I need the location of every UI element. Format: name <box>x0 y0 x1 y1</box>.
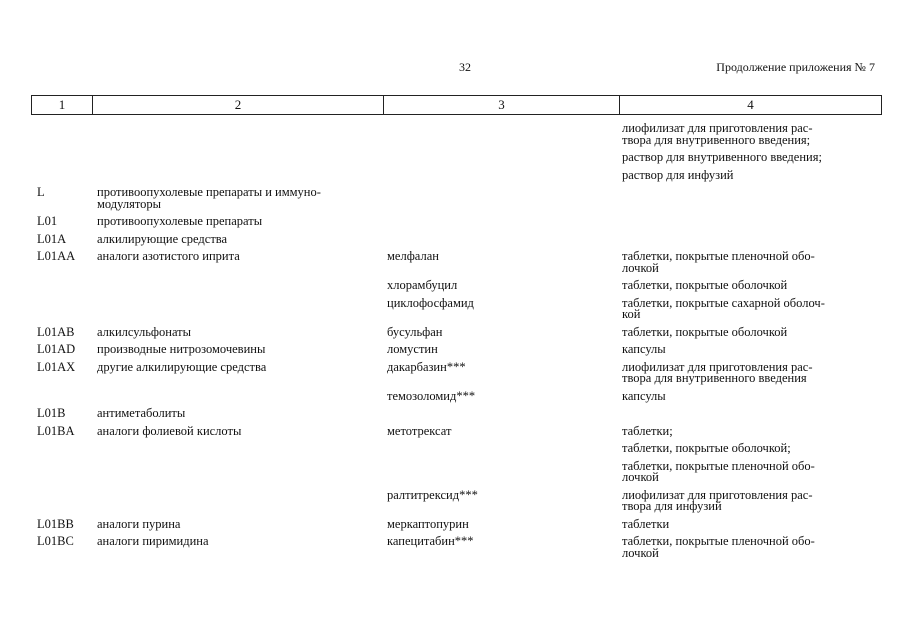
dosage-form-cell: таблетки, покрытые оболочкой; <box>622 441 791 455</box>
atc-code-cell <box>31 149 91 167</box>
table-row <box>31 213 877 231</box>
drug-name-cell: метотрексат <box>387 423 452 438</box>
atc-code-cell <box>31 388 91 406</box>
group-name-cell <box>91 440 381 458</box>
group-name-cell: алкилирующие средства <box>97 231 228 246</box>
atc-code-cell: L01AD <box>37 342 76 356</box>
continuation-note: Продолжение приложения № 7 <box>716 60 875 74</box>
group-name-cell <box>91 458 381 487</box>
dosage-form-cell: таблетки, покрытые пленочной обо- лочкой <box>622 458 815 484</box>
group-name-cell <box>91 120 381 149</box>
drug-name-cell <box>381 167 616 185</box>
atc-code-cell <box>31 440 91 458</box>
atc-code-cell: L <box>37 185 45 199</box>
drug-name-cell: дакарбазин*** <box>387 359 466 374</box>
table-row <box>31 440 877 458</box>
atc-code-cell <box>31 295 91 324</box>
table-row <box>31 458 877 487</box>
table-row <box>31 359 877 388</box>
group-name-cell <box>91 487 381 516</box>
group-name-cell: производные нитрозомочевины <box>97 342 266 356</box>
dosage-form-cell: таблетки <box>622 516 670 531</box>
dosage-form-cell <box>616 184 877 213</box>
group-name-cell <box>91 277 381 295</box>
drug-name-cell: хлорамбуцил <box>387 278 458 292</box>
group-name-cell: противоопухолевые препараты <box>97 214 263 228</box>
drug-name-cell <box>381 458 616 487</box>
dosage-form-cell: таблетки, покрытые оболочкой <box>622 324 788 339</box>
page-number: 32 <box>459 60 471 74</box>
drug-name-cell: циклофосфамид <box>387 295 474 310</box>
dosage-form-cell: капсулы <box>622 342 666 356</box>
atc-code-cell <box>31 487 91 516</box>
column-header-3: 3 <box>384 96 620 115</box>
dosage-form-cell <box>616 405 877 423</box>
dosage-form-cell: капсулы <box>622 388 666 403</box>
drug-table <box>31 120 877 562</box>
drug-name-cell <box>381 213 616 231</box>
table-row <box>31 533 877 562</box>
drug-name-cell <box>381 405 616 423</box>
column-header-row <box>32 96 882 115</box>
dosage-form-cell: лиофилизат для приготовления рас- твора для внутривенного введения <box>622 359 813 385</box>
group-name-cell: аналоги пиримидина <box>97 534 209 548</box>
drug-name-cell: бусульфан <box>387 324 443 339</box>
atc-code-cell: L01BA <box>37 423 75 438</box>
atc-code-cell <box>31 277 91 295</box>
drug-name-cell <box>381 120 616 149</box>
column-header-table <box>31 95 882 115</box>
group-name-cell: антиметаболиты <box>97 406 186 420</box>
atc-code-cell: L01BB <box>37 516 74 531</box>
group-name-cell <box>91 149 381 167</box>
dosage-form-cell: лиофилизат для приготовления рас- твора для внутривенного введения; <box>622 121 813 147</box>
dosage-form-cell: таблетки, покрытые сахарной оболоч- кой <box>622 295 825 321</box>
table-row <box>31 516 877 534</box>
atc-code-cell: L01BC <box>37 534 74 548</box>
drug-name-cell: ралтитрексид*** <box>387 487 478 502</box>
atc-code-cell: L01B <box>37 406 66 420</box>
table-row <box>31 184 877 213</box>
dosage-form-cell <box>616 213 877 231</box>
table-row <box>31 487 877 516</box>
group-name-cell <box>91 388 381 406</box>
group-name-cell: противоопухолевые препараты и иммуно- модуляторы <box>97 185 321 211</box>
atc-code-cell <box>31 120 91 149</box>
table-row <box>31 231 877 249</box>
group-name-cell: другие алкилирующие средства <box>97 359 267 374</box>
drug-name-cell <box>381 184 616 213</box>
dosage-form-cell: таблетки, покрытые пленочной обо- лочкой <box>622 249 815 275</box>
column-header-1: 1 <box>32 96 93 115</box>
drug-table-body <box>31 120 877 562</box>
column-header-2: 2 <box>93 96 384 115</box>
atc-code-cell: L01 <box>37 214 58 228</box>
group-name-cell: аналоги пурина <box>97 516 181 531</box>
group-name-cell: аналоги азотистого иприта <box>97 249 240 263</box>
drug-name-cell <box>381 231 616 249</box>
table-row <box>31 120 877 149</box>
drug-name-cell <box>381 440 616 458</box>
dosage-form-cell <box>616 231 877 249</box>
atc-code-cell <box>31 167 91 185</box>
table-row <box>31 248 877 277</box>
group-name-cell: алкилсульфонаты <box>97 324 192 339</box>
group-name-cell <box>91 295 381 324</box>
drug-name-cell: меркаптопурин <box>387 516 469 531</box>
table-row <box>31 388 877 406</box>
atc-code-cell: L01AA <box>37 249 76 263</box>
dosage-form-cell: таблетки, покрытые пленочной обо- лочкой <box>622 534 815 560</box>
table-row <box>31 295 877 324</box>
drug-name-cell: темозоломид*** <box>387 388 476 403</box>
table-row <box>31 341 877 359</box>
dosage-form-cell: таблетки, покрытые оболочкой <box>622 278 788 292</box>
table-row <box>31 277 877 295</box>
column-header-4: 4 <box>620 96 882 115</box>
group-name-cell: аналоги фолиевой кислоты <box>97 423 242 438</box>
dosage-form-cell: раствор для инфузий <box>622 167 734 182</box>
drug-name-cell: ломустин <box>387 342 438 356</box>
atc-code-cell: L01AX <box>37 359 76 374</box>
dosage-form-cell: раствор для внутривенного введения; <box>622 150 822 164</box>
table-row <box>31 405 877 423</box>
table-row <box>31 423 877 441</box>
table-row <box>31 149 877 167</box>
group-name-cell <box>91 167 381 185</box>
drug-name-cell: мелфалан <box>387 249 439 263</box>
atc-code-cell <box>31 458 91 487</box>
drug-name-cell <box>381 149 616 167</box>
table-row <box>31 324 877 342</box>
dosage-form-cell: лиофилизат для приготовления рас- твора для инфузий <box>622 487 813 513</box>
atc-code-cell: L01A <box>37 231 67 246</box>
dosage-form-cell: таблетки; <box>622 423 673 438</box>
drug-name-cell: капецитабин*** <box>387 534 474 548</box>
table-row <box>31 167 877 185</box>
atc-code-cell: L01AB <box>37 324 75 339</box>
